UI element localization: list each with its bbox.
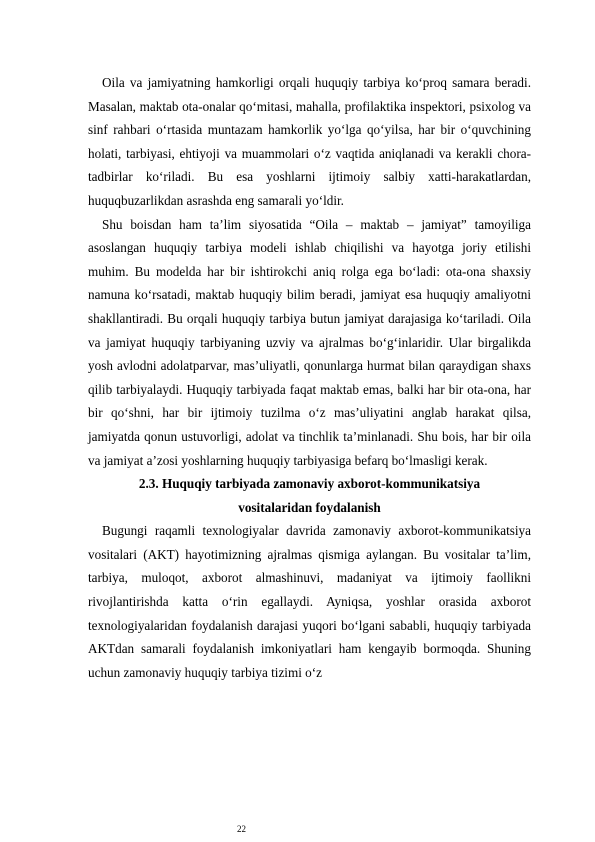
section-heading-line-2: vositalaridan foydalanish — [238, 499, 381, 515]
paragraph-family-society-cooperation: Oila va jamiyatning hamkorligi orqali huquqiy tarbiya ko‘proq samara beradi. Masalan, maktab ota-onalar qo‘mitasi, mahalla, profilaktika inspektori, psixolog va sinf rahbari o‘rtasida muntazam hamkorlik yo‘lga qo‘yilsa, har bir o‘quvchining holati, tarbiyasi, ehtiyoji va muammolari o‘z vaqtida aniqlanadi va kerakli chora-tadbirlar ko‘riladi. Bu esa yoshlarni ijtimoiy salbiy xatti-harakatlardan, huquqbuzarlikdan asrashda eng samarali yo‘ldir. — [88, 75, 531, 208]
section-heading-line-1: 2.3. Huquqiy tarbiyada zamonaviy axborot-kommunikatsiya — [138, 476, 481, 492]
paragraph-education-policy-model: Shu boisdan ham ta’lim siyosatida “Oila – maktab – jamiyat” tamoyiliga asoslangan huquqiy tarbiya modeli ishlab chiqilishi va hayotga joriy etilishi muhim. Bu modelda har bir ishtirokchi aniq rolga ega bo‘ladi: ota-ona shaxsiy namuna ko‘rsatadi, maktab huquqiy bilim beradi, jamiyat esa huquqiy amaliyotni shakllantiradi. Bu orqali huquqiy tarbiya butun jamiyat darajasiga ko‘tariladi. Oila va jamiyat huquqiy tarbiyaning uzviy va ajralmas bo‘g‘inlaridir. Ular birgalikda yosh avlodni adolatparvar, mas’uliyatli, qonunlarga hurmat bilan qaraydigan shaxs qilib tarbiyalaydi. Huquqiy tarbiyada faqat maktab emas, balki har bir ota-ona, har bir qo‘shni, har bir ijtimoiy tuzilma o‘z mas’uliyatini anglab harakat qilsa, jamiyatda qonun ustuvorligi, adolat va tinchlik ta’minlanadi. Shu bois, har bir oila va jamiyat a’zosi yoshlarning huquqiy tarbiyasiga befarq bo‘lmasligi kerak. — [88, 216, 531, 468]
page-number: 22 — [237, 824, 246, 834]
section-heading — [88, 472, 531, 519]
paragraph-ict-intro: Bugungi raqamli texnologiyalar davrida zamonaviy axborot-kommunikatsiya vositalari (AKT) hayotimizning ajralmas qismiga aylangan. Bu vositalar ta’lim, tarbiya, muloqot, axborot almashinuvi, madaniyat va ijtimoiy faollikni rivojlantirishda katta o‘rin egallaydi. Ayniqsa, yoshlar orasida axborot texnologiyalaridan foydalanish darajasi yuqori bo‘lgani sababli, huquqiy tarbiyada AKTdan samarali foydalanish imkoniyatlari ham kengayib bormoqda. Shuning uchun zamonaviy huquqiy tarbiya tizimi o‘z — [88, 523, 531, 680]
document-page — [88, 71, 531, 684]
